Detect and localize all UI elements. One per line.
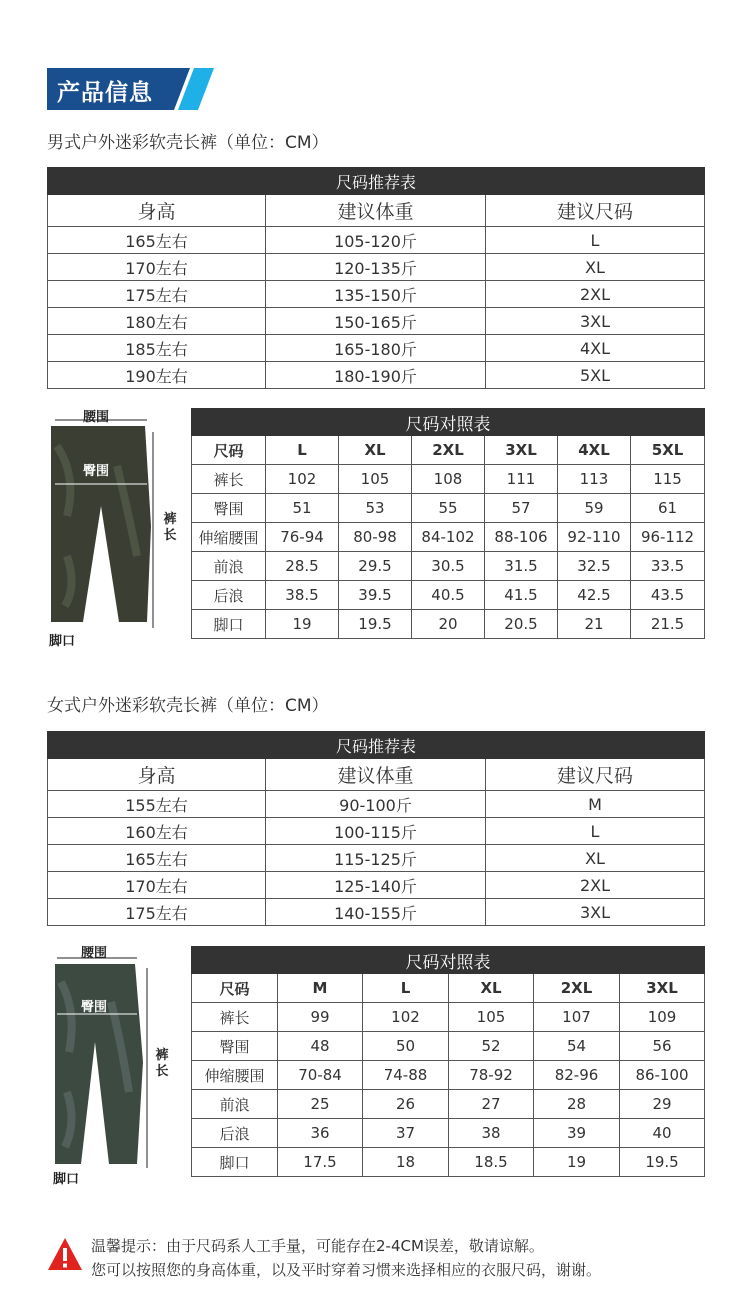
table-cell: 165-180斤 <box>266 335 486 362</box>
table-cell: 111 <box>485 465 558 494</box>
tip-line-2: 您可以按照您的身高体重，以及平时穿着习惯来选择相应的衣服尺码，谢谢。 <box>91 1261 602 1279</box>
table-row <box>48 362 705 389</box>
table-caption: 尺码推荐表 <box>48 732 705 759</box>
table-row <box>192 1148 705 1177</box>
tip-line-1: 温馨提示：由于尺码系人工手量，可能存在2-4CM误差，敬请谅解。 <box>91 1237 544 1255</box>
table-row <box>192 1119 705 1148</box>
table-cell: 21 <box>558 610 631 639</box>
waist-label: 腰围 <box>83 410 110 425</box>
column-header: 5XL <box>631 436 705 465</box>
women-pants-diagram <box>47 942 187 1190</box>
row-label: 前浪 <box>192 552 266 581</box>
table-caption: 尺码推荐表 <box>48 168 705 195</box>
table-row <box>192 581 705 610</box>
table-cell: XL <box>486 845 705 872</box>
hip-label: 臀围 <box>83 464 110 479</box>
length-label: 裤长 <box>155 1048 169 1079</box>
table-cell: 18.5 <box>449 1148 534 1177</box>
table-cell: 125-140斤 <box>266 872 486 899</box>
row-label: 伸缩腰围 <box>192 523 266 552</box>
men-recommend-table <box>47 167 705 389</box>
table-cell: 170左右 <box>48 254 266 281</box>
table-cell: 19 <box>534 1148 620 1177</box>
table-cell: L <box>486 818 705 845</box>
table-cell: 185左右 <box>48 335 266 362</box>
table-cell: 43.5 <box>631 581 705 610</box>
row-label: 脚口 <box>192 1148 278 1177</box>
column-header: 尺码 <box>192 436 266 465</box>
column-header: 身高 <box>48 759 266 791</box>
table-cell: 29 <box>620 1090 705 1119</box>
table-cell: 80-98 <box>339 523 412 552</box>
table-cell: 19.5 <box>620 1148 705 1177</box>
table-header-row <box>192 436 705 465</box>
table-cell: 59 <box>558 494 631 523</box>
table-cell: 21.5 <box>631 610 705 639</box>
table-cell: 36 <box>278 1119 363 1148</box>
table-cell: 5XL <box>486 362 705 389</box>
table-cell: 39.5 <box>339 581 412 610</box>
women-compare-table <box>191 946 705 1177</box>
column-header: 2XL <box>412 436 485 465</box>
table-cell: M <box>486 791 705 818</box>
table-cell: 28 <box>534 1090 620 1119</box>
column-header: 建议尺码 <box>486 759 705 791</box>
table-cell: 92-110 <box>558 523 631 552</box>
table-row <box>192 1061 705 1090</box>
table-cell: 150-165斤 <box>266 308 486 335</box>
table-cell: 113 <box>558 465 631 494</box>
column-header: 尺码 <box>192 974 278 1003</box>
hem-label: 脚口 <box>49 634 76 649</box>
table-header-row <box>192 974 705 1003</box>
hem-label: 脚口 <box>53 1172 80 1187</box>
table-cell: 38.5 <box>266 581 339 610</box>
table-cell: 33.5 <box>631 552 705 581</box>
table-cell: 175左右 <box>48 281 266 308</box>
table-row <box>192 1032 705 1061</box>
table-cell: 41.5 <box>485 581 558 610</box>
table-cell: 42.5 <box>558 581 631 610</box>
table-cell: 31.5 <box>485 552 558 581</box>
table-cell: 115 <box>631 465 705 494</box>
table-cell: 155左右 <box>48 791 266 818</box>
column-header: M <box>278 974 363 1003</box>
table-cell: 84-102 <box>412 523 485 552</box>
table-row <box>192 523 705 552</box>
table-cell: 90-100斤 <box>266 791 486 818</box>
section-header <box>47 68 214 110</box>
table-cell: 180左右 <box>48 308 266 335</box>
table-cell: 190左右 <box>48 362 266 389</box>
table-cell: 40.5 <box>412 581 485 610</box>
column-header: 3XL <box>620 974 705 1003</box>
table-cell: 120-135斤 <box>266 254 486 281</box>
table-row <box>192 610 705 639</box>
table-cell: 57 <box>485 494 558 523</box>
table-cell: 40 <box>620 1119 705 1148</box>
table-cell: 32.5 <box>558 552 631 581</box>
row-label: 后浪 <box>192 581 266 610</box>
row-label: 臀围 <box>192 1032 278 1061</box>
column-header: L <box>266 436 339 465</box>
women-recommend-table <box>47 731 705 926</box>
table-row <box>48 335 705 362</box>
table-cell: 100-115斤 <box>266 818 486 845</box>
table-cell: 26 <box>363 1090 449 1119</box>
row-label: 后浪 <box>192 1119 278 1148</box>
table-cell: 55 <box>412 494 485 523</box>
men-subtitle: 男式户外迷彩软壳长裤（单位：CM） <box>47 133 329 153</box>
table-cell: 56 <box>620 1032 705 1061</box>
table-caption: 尺码对照表 <box>192 947 705 974</box>
table-cell: 76-94 <box>266 523 339 552</box>
column-header: 身高 <box>48 195 266 227</box>
page-title: 产品信息 <box>57 80 153 106</box>
table-row <box>48 227 705 254</box>
table-row <box>48 818 705 845</box>
table-cell: 135-150斤 <box>266 281 486 308</box>
table-cell: 108 <box>412 465 485 494</box>
table-cell: 54 <box>534 1032 620 1061</box>
table-cell: 160左右 <box>48 818 266 845</box>
table-caption: 尺码对照表 <box>192 409 705 436</box>
table-cell: 51 <box>266 494 339 523</box>
men-pants-diagram <box>47 406 187 650</box>
table-cell: 4XL <box>486 335 705 362</box>
table-row <box>48 899 705 926</box>
row-label: 前浪 <box>192 1090 278 1119</box>
table-cell: 19 <box>266 610 339 639</box>
table-cell: 53 <box>339 494 412 523</box>
table-cell: 52 <box>449 1032 534 1061</box>
table-cell: 50 <box>363 1032 449 1061</box>
table-cell: 86-100 <box>620 1061 705 1090</box>
table-row <box>48 281 705 308</box>
length-label: 裤长 <box>163 512 177 543</box>
table-row <box>48 308 705 335</box>
table-cell: 105-120斤 <box>266 227 486 254</box>
table-header-row <box>48 195 705 227</box>
table-cell: 82-96 <box>534 1061 620 1090</box>
table-cell: XL <box>486 254 705 281</box>
table-row <box>192 1090 705 1119</box>
table-cell: 180-190斤 <box>266 362 486 389</box>
table-cell: 19.5 <box>339 610 412 639</box>
table-cell: 2XL <box>486 872 705 899</box>
table-cell: 70-84 <box>278 1061 363 1090</box>
column-header: 建议体重 <box>266 195 486 227</box>
table-cell: 165左右 <box>48 227 266 254</box>
table-row <box>48 872 705 899</box>
table-row <box>192 1003 705 1032</box>
row-label: 脚口 <box>192 610 266 639</box>
table-row <box>192 494 705 523</box>
table-cell: 18 <box>363 1148 449 1177</box>
table-cell: 96-112 <box>631 523 705 552</box>
table-cell: 105 <box>449 1003 534 1032</box>
table-row <box>48 845 705 872</box>
table-cell: 170左右 <box>48 872 266 899</box>
table-cell: 175左右 <box>48 899 266 926</box>
hip-label: 臀围 <box>81 1000 108 1015</box>
row-label: 伸缩腰围 <box>192 1061 278 1090</box>
table-cell: 30.5 <box>412 552 485 581</box>
table-cell: 88-106 <box>485 523 558 552</box>
column-header: 2XL <box>534 974 620 1003</box>
table-cell: 102 <box>266 465 339 494</box>
column-header: 建议尺码 <box>486 195 705 227</box>
table-cell: L <box>486 227 705 254</box>
column-header: 3XL <box>485 436 558 465</box>
column-header: XL <box>339 436 412 465</box>
women-subtitle: 女式户外迷彩软壳长裤（单位：CM） <box>47 696 329 716</box>
table-cell: 38 <box>449 1119 534 1148</box>
warning-icon <box>47 1236 83 1272</box>
table-cell: 20.5 <box>485 610 558 639</box>
table-cell: 48 <box>278 1032 363 1061</box>
table-row <box>48 791 705 818</box>
row-label: 臀围 <box>192 494 266 523</box>
table-header-row <box>48 759 705 791</box>
table-cell: 109 <box>620 1003 705 1032</box>
table-cell: 39 <box>534 1119 620 1148</box>
waist-label: 腰围 <box>81 946 108 961</box>
table-cell: 107 <box>534 1003 620 1032</box>
table-cell: 61 <box>631 494 705 523</box>
men-compare-table <box>191 408 705 639</box>
table-cell: 140-155斤 <box>266 899 486 926</box>
table-cell: 3XL <box>486 899 705 926</box>
table-cell: 99 <box>278 1003 363 1032</box>
table-cell: 17.5 <box>278 1148 363 1177</box>
table-cell: 29.5 <box>339 552 412 581</box>
table-cell: 74-88 <box>363 1061 449 1090</box>
column-header: XL <box>449 974 534 1003</box>
column-header: 建议体重 <box>266 759 486 791</box>
table-cell: 25 <box>278 1090 363 1119</box>
table-cell: 102 <box>363 1003 449 1032</box>
row-label: 裤长 <box>192 1003 278 1032</box>
table-cell: 27 <box>449 1090 534 1119</box>
tip-notice <box>47 1231 707 1281</box>
table-cell: 78-92 <box>449 1061 534 1090</box>
table-cell: 3XL <box>486 308 705 335</box>
table-cell: 20 <box>412 610 485 639</box>
table-cell: 115-125斤 <box>266 845 486 872</box>
column-header: 4XL <box>558 436 631 465</box>
table-row <box>192 552 705 581</box>
table-cell: 105 <box>339 465 412 494</box>
table-cell: 37 <box>363 1119 449 1148</box>
table-cell: 2XL <box>486 281 705 308</box>
column-header: L <box>363 974 449 1003</box>
table-cell: 28.5 <box>266 552 339 581</box>
table-cell: 165左右 <box>48 845 266 872</box>
row-label: 裤长 <box>192 465 266 494</box>
table-row <box>48 254 705 281</box>
table-row <box>192 465 705 494</box>
